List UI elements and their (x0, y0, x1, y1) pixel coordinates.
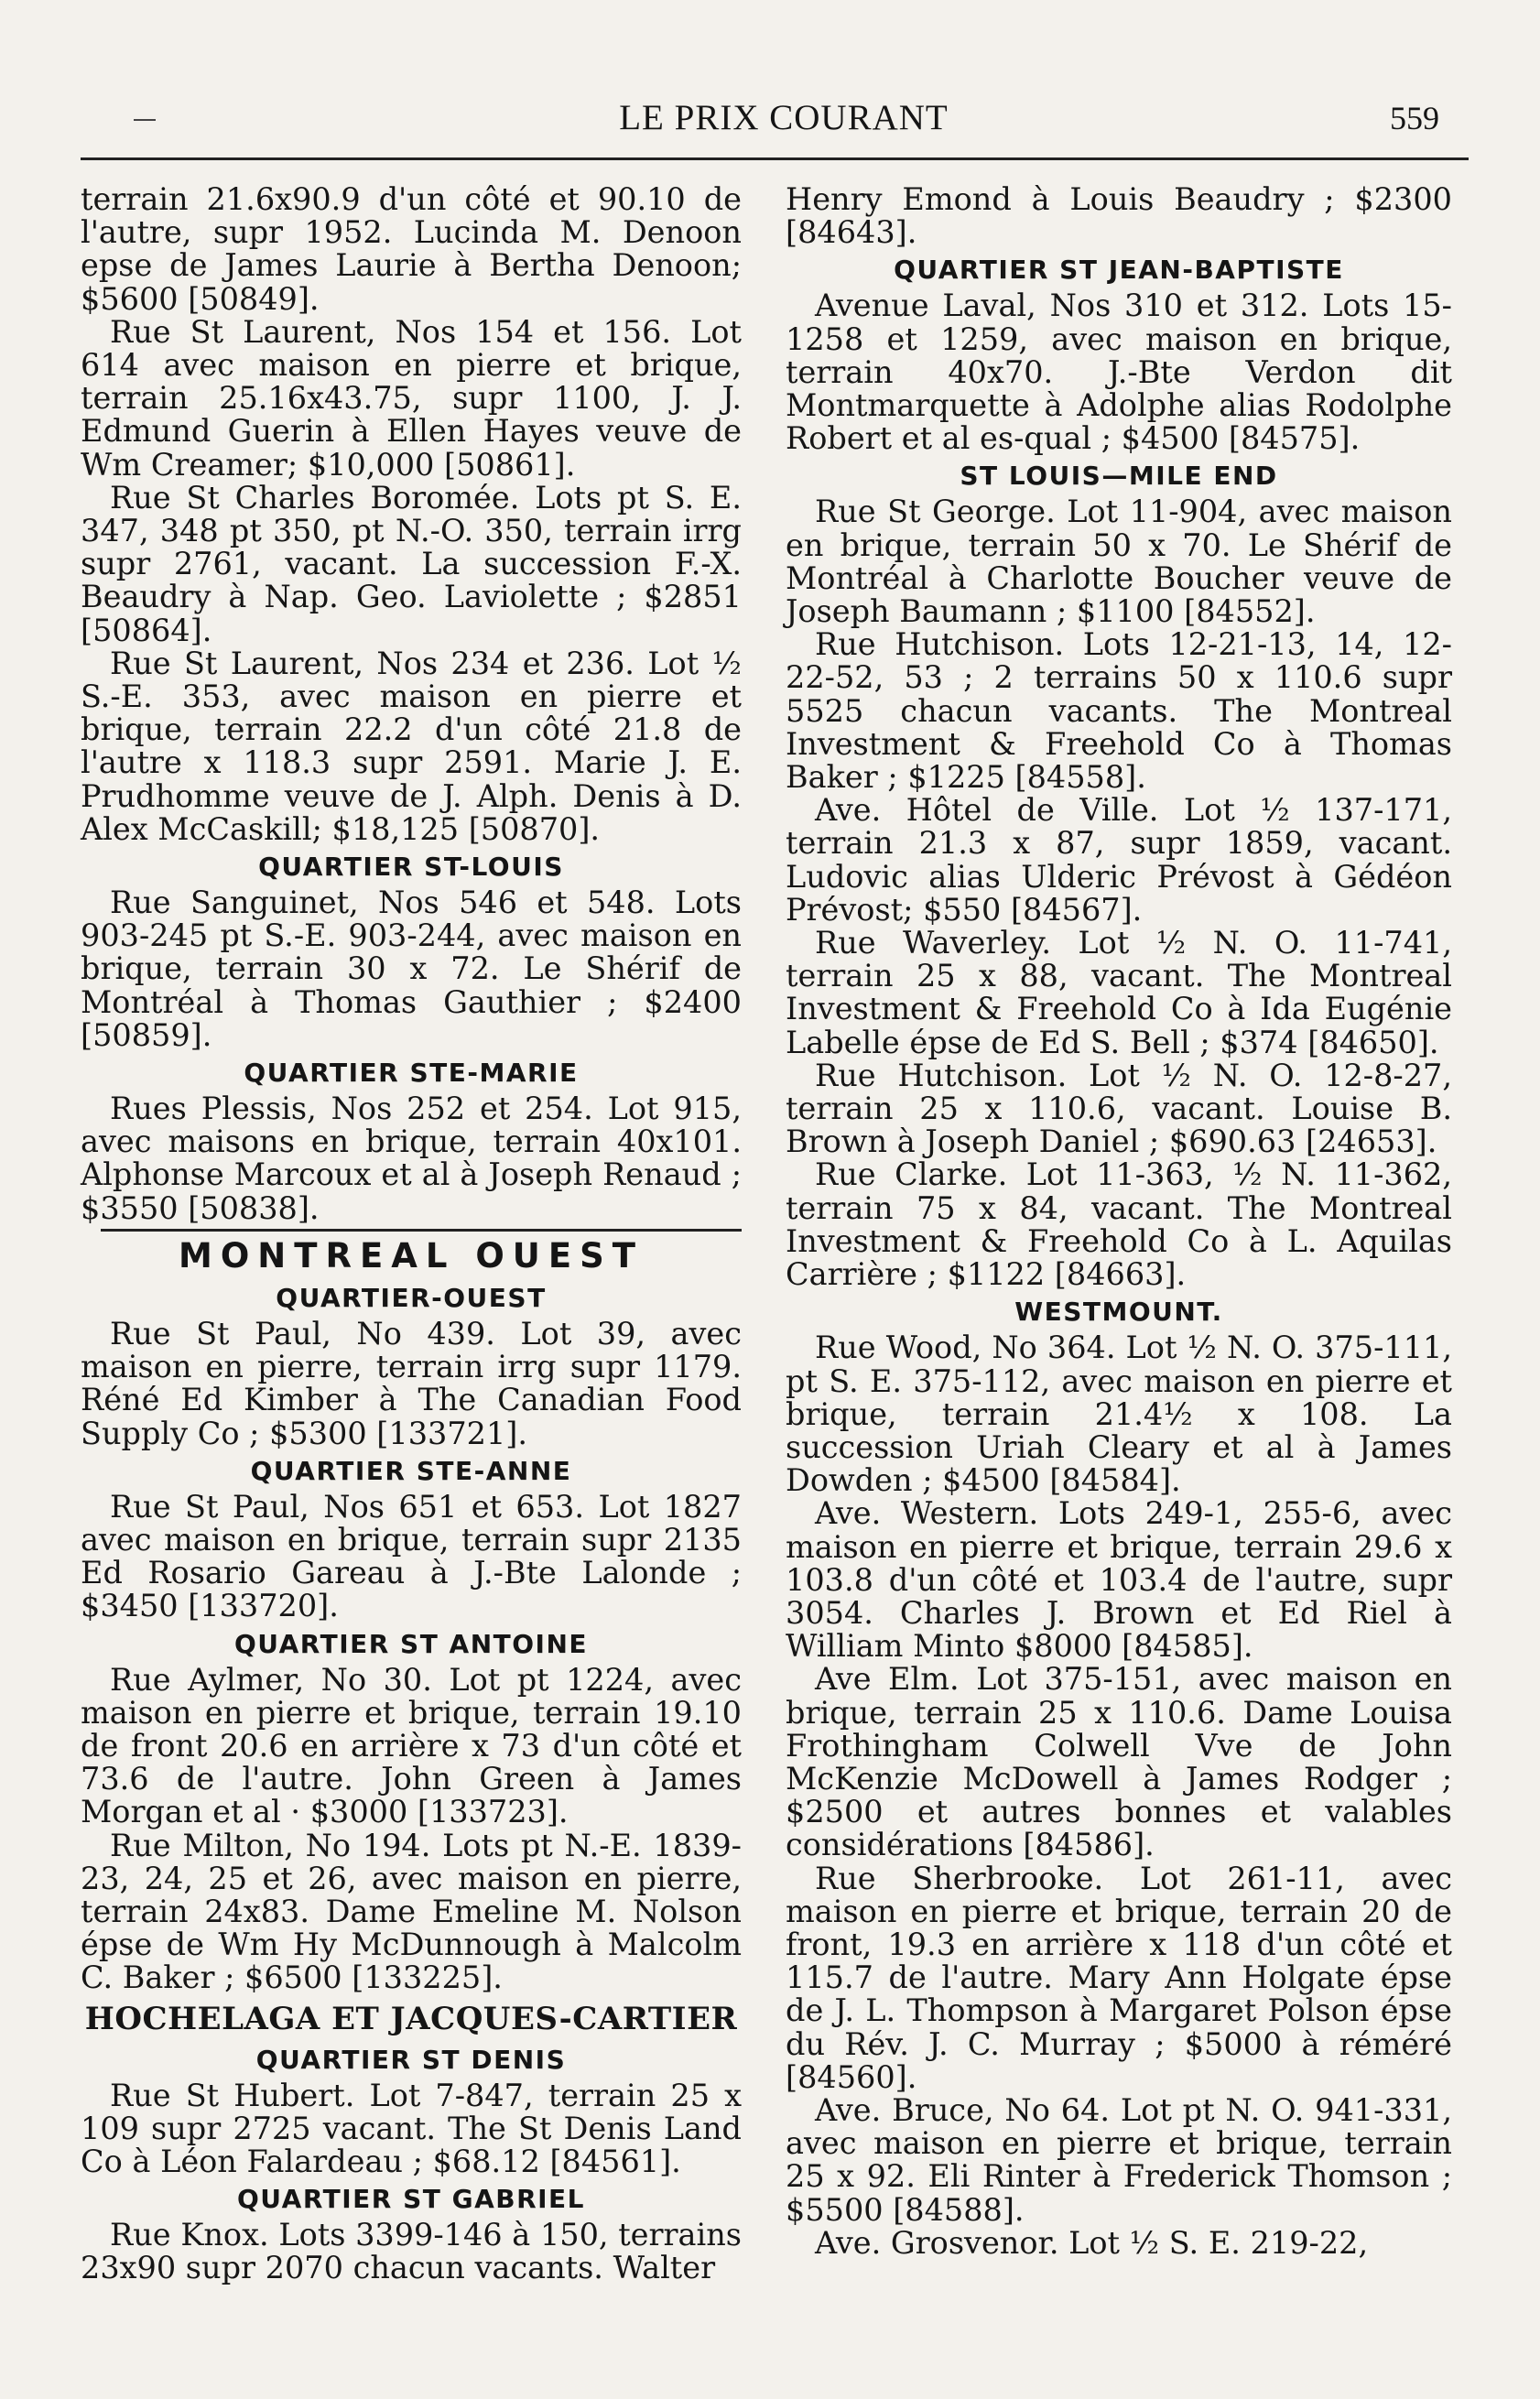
listing-paragraph: Rue Milton, No 194. Lots pt N.-E. 1839-23, 24, 25 et 26, avec maison en pierre, terrain 24x83. Dame Emeline M. Nolson épse de Wm Hy McDunnough à Malcolm C. Baker ; $6500 [133225]. (81, 1827, 742, 1996)
listing-paragraph: Rue St Paul, No 439. Lot 39, avec maison en pierre, terrain irrg supr 1179. Réné Ed Kimber à The Canadian Food Supply Co ; $5300 [133721]. (81, 1315, 742, 1451)
district-heading: QUARTIER STE-ANNE (250, 1455, 572, 1486)
page-title: LE PRIX COURANT (619, 98, 949, 137)
district-heading: QUARTIER ST-LOUIS (258, 852, 564, 883)
listing-paragraph: Ave Elm. Lot 375-151, avec maison en brique, terrain 25 x 110.6. Dame Louisa Frothingham Colwell Vve de John McKenzie McDowell à James Rodger ; $2500 et autres bonnes et valables considérations [84586]. (786, 1661, 1452, 1863)
listing-paragraph: Rue St Hubert. Lot 7-847, terrain 25 x 109 supr 2725 vacant. The St Denis Land Co à Léon Falardeau ; $68.12 [84561]. (81, 2077, 742, 2179)
listing-paragraph: Rue Hutchison. Lot ½ N. O. 12-8-27, terrain 25 x 110.6, vacant. Louise B. Brown à Joseph Daniel ; $690.63 [24653]. (786, 1057, 1452, 1160)
header-rule (81, 157, 1469, 160)
right-column (786, 183, 1452, 2260)
listing-paragraph: Rue Knox. Lots 3399-146 à 150, terrains 23x90 supr 2070 chacun vacants. Walter (81, 2217, 742, 2286)
listing-paragraph: Rue Clarke. Lot 11-363, ½ N. 11-362, terrain 75 x 84, vacant. The Montreal Investment & Freehold Co à L. Aquilas Carrière ; $1122 [84663]. (786, 1156, 1452, 1293)
listing-paragraph: Rue Wood, No 364. Lot ½ N. O. 375-111, pt S. E. 375-112, avec maison en pierre et brique, terrain 21.4½ x 108. La succession Uriah Cleary et al à James Dowden ; $4500 [84584]. (786, 1330, 1452, 1499)
listing-paragraph: Rue Hutchison. Lots 12-21-13, 14, 12-22-52, 53 ; 2 terrains 50 x 110.6 supr 5525 chacun vacants. The Montreal Investment & Freehold Co à Thomas Baker ; $1225 [84558]. (786, 626, 1452, 796)
listing-paragraph: Rue St Laurent, Nos 234 et 236. Lot ½ S.-E. 353, avec maison en pierre et brique, terrain 22.2 d'un côté 21.8 de l'autre x 118.3 supr 2591. Marie J. E. Prudhomme veuve de J. Alph. Denis à D. Alex McCaskill; $18,125 [50870]. (81, 645, 742, 847)
listing-paragraph: Ave. Grosvenor. Lot ½ S. E. 219-22, (815, 2224, 1369, 2261)
listing-paragraph: Henry Emond à Louis Beaudry ; $2300 [84643]. (786, 181, 1452, 251)
listing-paragraph: Avenue Laval, Nos 310 et 312. Lots 15-1258 et 1259, avec maison en brique, terrain 40x70. J.-Bte Verdon dit Montmarquette à Adolphe alias Rodolphe Robert et al es-qual ; $4500 [84575]. (786, 288, 1452, 457)
listing-paragraph: Rue Sherbrooke. Lot 261-11, avec maison en pierre et brique, terrain 20 de front, 19.3 en arrière x 118 d'un côté et 115.7 de l'autre. Mary Ann Holgate épse de J. L. Thompson à Margaret Polson épse du Rév. J. C. Murray ; $5000 à réméré [84560]. (786, 1860, 1452, 2095)
listing-paragraph: Rues Plessis, Nos 252 et 254. Lot 915, avec maisons en brique, terrain 40x101. Alphonse Marcoux et al à Joseph Renaud ; $3550 [50838]. (81, 1091, 742, 1226)
listing-paragraph: Rue Waverley. Lot ½ N. O. 11-741, terrain 25 x 88, vacant. The Montreal Investment & Freehold Co à Ida Eugénie Labelle épse de Ed S. Bell ; $374 [84650]. (786, 925, 1452, 1060)
listing-paragraph: Ave. Hôtel de Ville. Lot ½ 137-171, terrain 21.3 x 87, supr 1859, vacant. Ludovic alias Ulderic Prévost à Gédéon Prévost; $550 [84567]. (786, 792, 1452, 928)
district-heading: WESTMOUNT. (1014, 1297, 1223, 1328)
district-heading: QUARTIER ST JEAN-BAPTISTE (894, 255, 1344, 286)
district-heading: QUARTIER-OUEST (276, 1282, 547, 1313)
page-number: 559 (1390, 100, 1439, 136)
listing-paragraph: Rue St George. Lot 11-904, avec maison en brique, terrain 50 x 70. Le Shérif de Montréal à Charlotte Boucher veuve de Joseph Baumann ; $1100 [84552]. (786, 494, 1452, 630)
listing-paragraph: Ave. Western. Lots 249-1, 255-6, avec maison en pierre et brique, terrain 29.6 x 103.8 d'un côté et 103.4 de l'autre, supr 3054. Charles J. Brown et Ed Riel à William Minto $8000 [84585]. (786, 1495, 1452, 1665)
district-heading: QUARTIER STE-MARIE (244, 1058, 579, 1089)
listing-paragraph: Rue St Charles Boromée. Lots pt S. E. 347, 348 pt 350, pt N.-O. 350, terrain irrg supr 2761, vacant. La succession F.-X. Beaudry à Nap. Geo. Laviolette ; $2851 [50864]. (81, 479, 742, 648)
district-heading: QUARTIER ST ANTOINE (233, 1628, 589, 1659)
region-heading: MONTREAL OUEST (179, 1235, 644, 1275)
listing-paragraph: Rue St Laurent, Nos 154 et 156. Lot 614 avec maison en pierre et brique, terrain 25.16x43.75, supr 1100, J. J. Edmund Guerin à Ellen Hayes veuve de Wm Creamer; $10,000 [50861]. (81, 313, 742, 483)
left-column (81, 183, 742, 2285)
listing-paragraph: Rue St Paul, Nos 651 et 653. Lot 1827 avec maison en brique, terrain supr 2135 Ed Rosario Gareau à J.-Bte Lalonde ; $3450 [133720]. (81, 1488, 742, 1624)
region-heading: HOCHELAGA ET JACQUES-CARTIER (84, 2000, 738, 2037)
listing-paragraph: Rue Aylmer, No 30. Lot pt 1224, avec maison en pierre et brique, terrain 19.10 de front 20.6 en arrière x 73 d'un côté et 73.6 de l'autre. John Green à James Morgan et al · $3000 [133723]. (81, 1661, 742, 1830)
listing-paragraph: Rue Sanguinet, Nos 546 et 548. Lots 903-245 pt S.-E. 903-244, avec maison en brique, terrain 30 x 72. Le Shérif de Montréal à Thomas Gauthier ; $2400 [50859]. (81, 885, 742, 1053)
district-heading: ST LOUIS—MILE END (960, 461, 1278, 492)
page-header (128, 92, 1439, 147)
district-heading: QUARTIER ST GABRIEL (236, 2184, 586, 2215)
listing-paragraph: Ave. Bruce, No 64. Lot pt N. O. 941-331, avec maison en pierre et brique, terrain 25 x 92. Eli Rinter à Frederick Thomson ; $5500 [84588]. (786, 2091, 1452, 2228)
listing-paragraph: terrain 21.6x90.9 d'un côté et 90.10 de l'autre, supr 1952. Lucinda M. Denoon epse de James Laurie à Bertha Denoon; $5600 [50849]. (81, 181, 742, 317)
district-heading: QUARTIER ST DENIS (255, 2044, 567, 2075)
section-rule (101, 1229, 742, 1232)
